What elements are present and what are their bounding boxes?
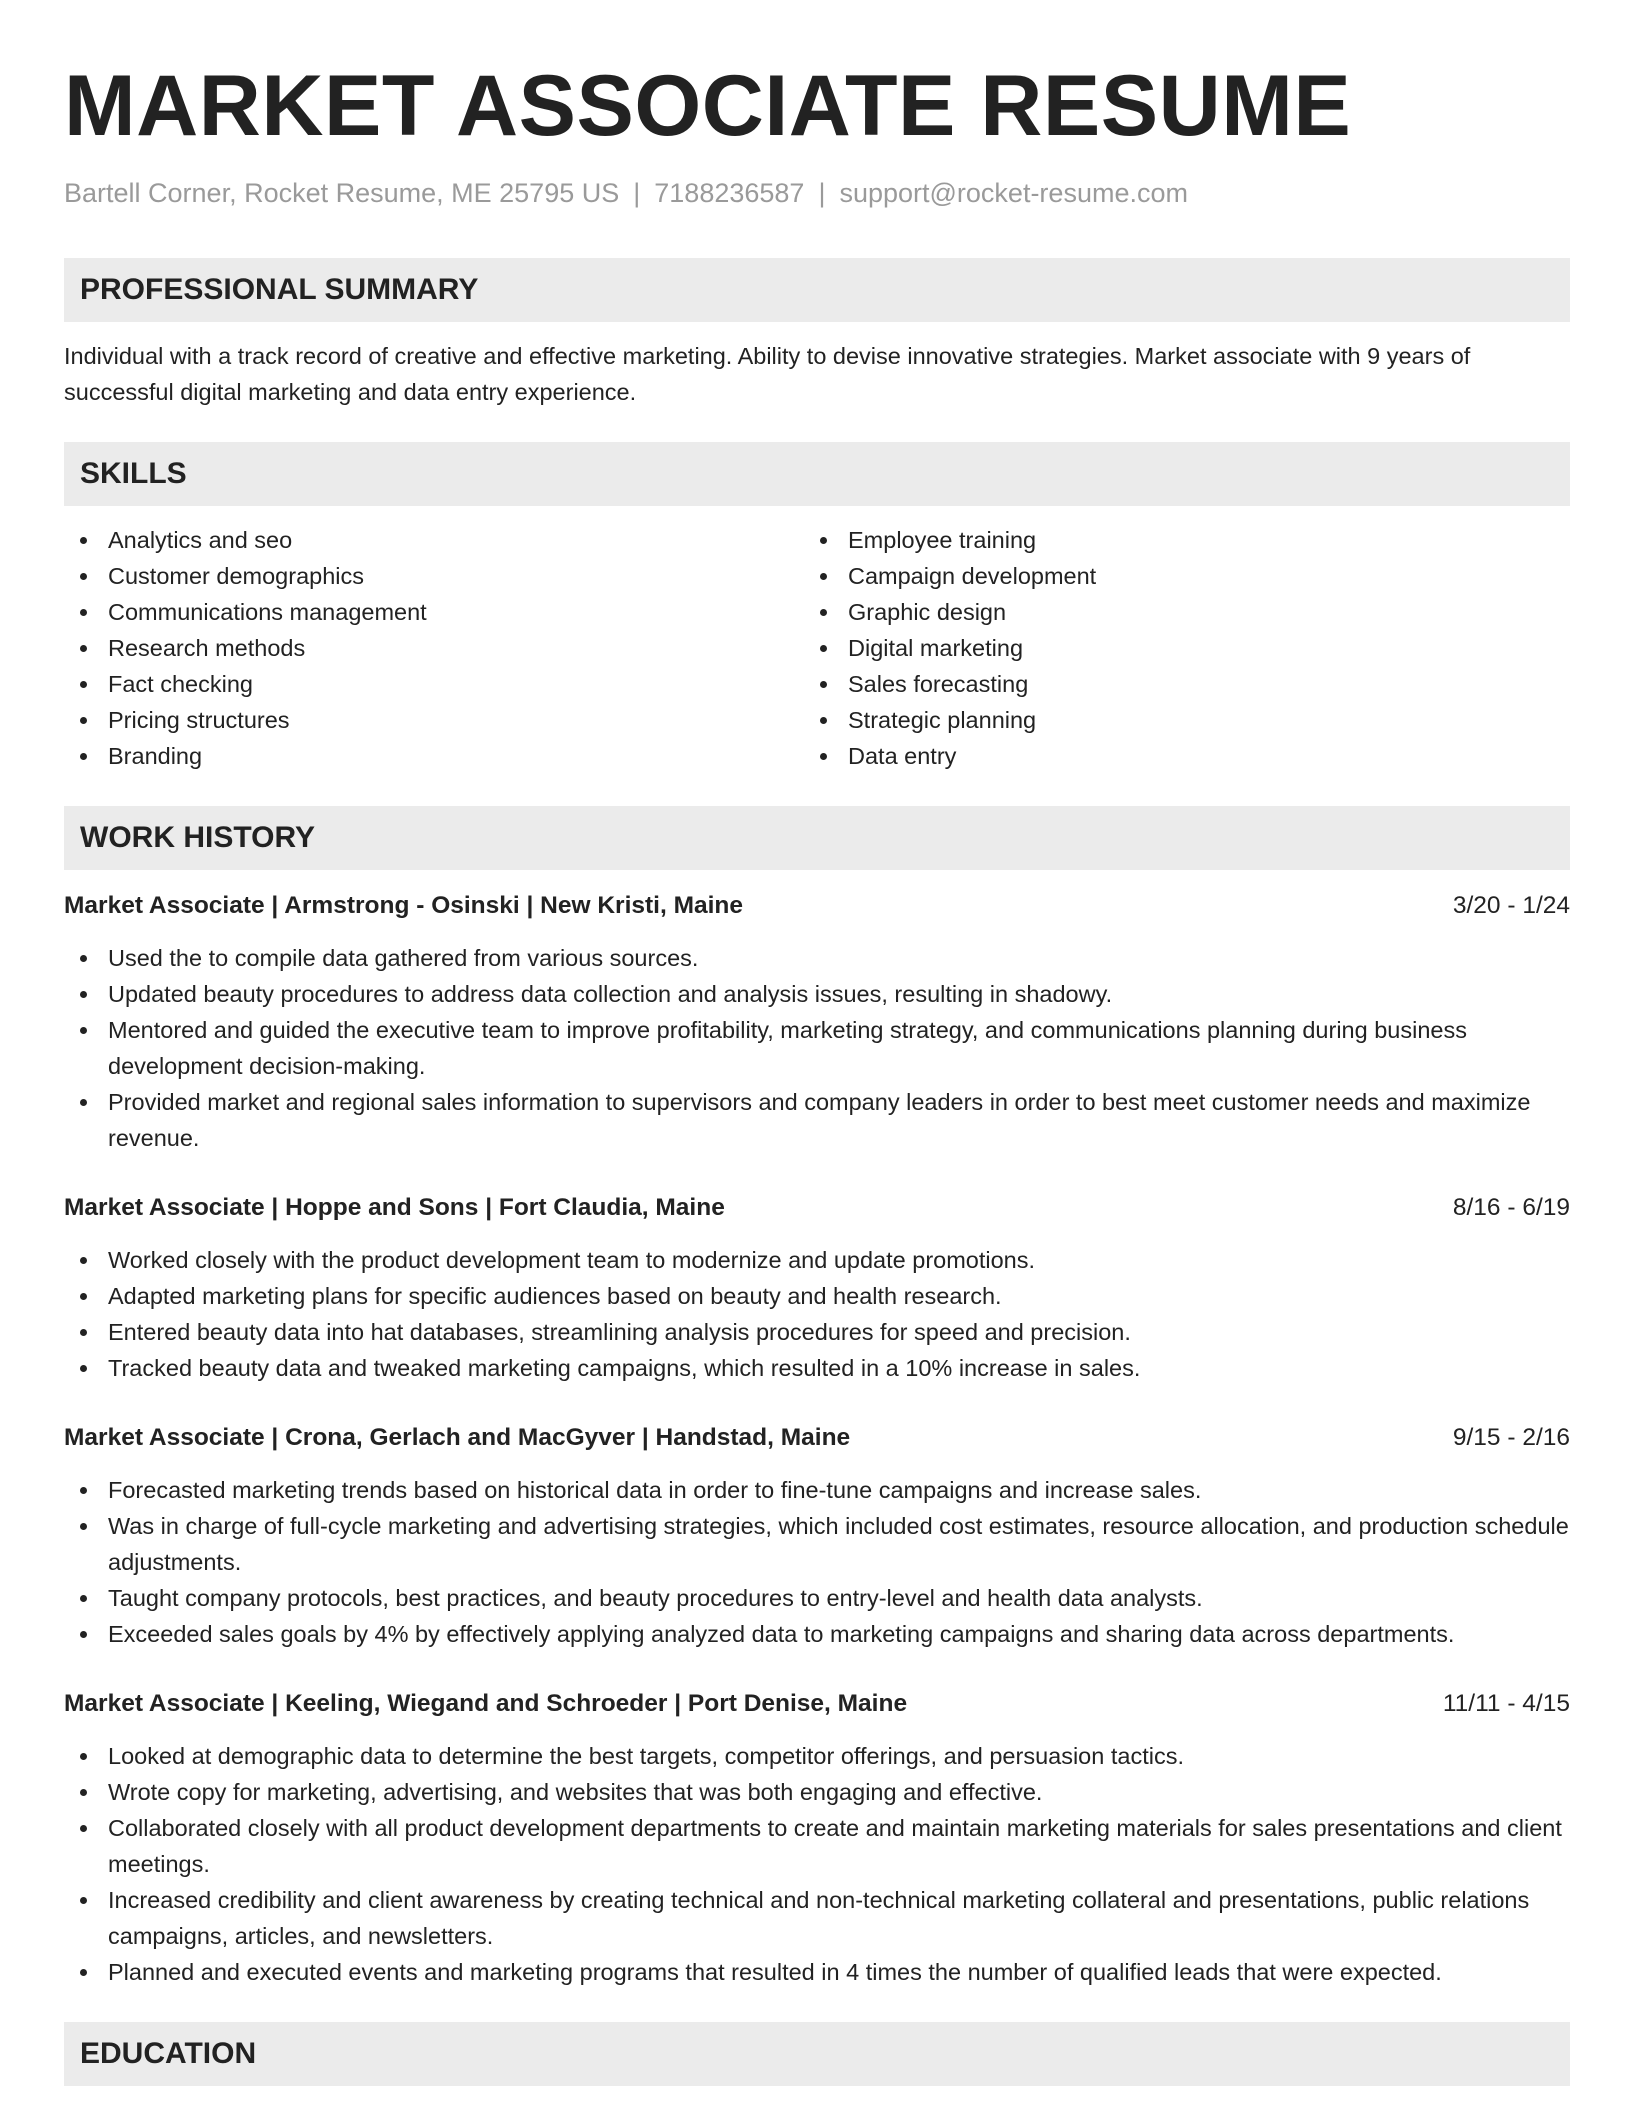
job-dates: 8/16 - 6/19 bbox=[1452, 1194, 1570, 1221]
skill-item: Research methods bbox=[64, 630, 804, 666]
job-entry bbox=[64, 888, 1570, 1156]
skill-item: Campaign development bbox=[804, 558, 1544, 594]
job-bullet: Forecasted marketing trends based on historical data in order to fine-tune campaigns and increase sales. bbox=[64, 1472, 1570, 1508]
job-header bbox=[64, 888, 1570, 924]
job-dates: 9/15 - 2/16 bbox=[1452, 1424, 1570, 1451]
section-heading-summary: PROFESSIONAL SUMMARY bbox=[64, 258, 1570, 322]
job-bullet: Exceeded sales goals by 4% by effectively applying analyzed data to marketing campaigns and sharing data across departments. bbox=[64, 1616, 1570, 1652]
job-bullet: Updated beauty procedures to address data collection and analysis issues, resulting in shadowy. bbox=[64, 976, 1570, 1012]
job-bullet: Increased credibility and client awareness by creating technical and non-technical marketing collateral and presentations, public relations campaigns, articles, and newsletters. bbox=[64, 1882, 1570, 1954]
section-heading-work-history: WORK HISTORY bbox=[64, 806, 1570, 870]
contact-line bbox=[64, 176, 1570, 210]
job-title: Market Associate | Hoppe and Sons | Fort Claudia, Maine bbox=[64, 1194, 725, 1221]
skill-item: Fact checking bbox=[64, 666, 804, 702]
job-header bbox=[64, 1190, 1570, 1226]
job-bullet: Looked at demographic data to determine the best targets, competitor offerings, and persuasion tactics. bbox=[64, 1738, 1570, 1774]
skill-item: Strategic planning bbox=[804, 702, 1544, 738]
job-bullet: Worked closely with the product development team to modernize and update promotions. bbox=[64, 1242, 1570, 1278]
job-bullet: Wrote copy for marketing, advertising, and websites that was both engaging and effective. bbox=[64, 1774, 1570, 1810]
job-dates: 11/11 - 4/15 bbox=[1442, 1690, 1570, 1717]
skills-list bbox=[64, 522, 1570, 774]
skill-item: Graphic design bbox=[804, 594, 1544, 630]
job-header bbox=[64, 1686, 1570, 1722]
job-bullet: Adapted marketing plans for specific audiences based on beauty and health research. bbox=[64, 1278, 1570, 1314]
work-history-list bbox=[64, 888, 1570, 1990]
job-bullet-list bbox=[64, 940, 1570, 1156]
contact-separator: | bbox=[633, 178, 641, 208]
job-bullet-list bbox=[64, 1472, 1570, 1652]
job-bullet-list bbox=[64, 1242, 1570, 1386]
skills-column-right bbox=[804, 522, 1544, 774]
section-heading-education: EDUCATION bbox=[64, 2022, 1570, 2086]
job-title: Market Associate | Keeling, Wiegand and Schroeder | Port Denise, Maine bbox=[64, 1690, 908, 1717]
job-bullet: Planned and executed events and marketing programs that resulted in 4 times the number of qualified leads that were expected. bbox=[64, 1954, 1570, 1990]
skill-item: Communications management bbox=[64, 594, 804, 630]
skills-column-left bbox=[64, 522, 804, 774]
resume-title: MARKET ASSOCIATE RESUME bbox=[64, 58, 1352, 154]
contact-address: Bartell Corner, Rocket Resume, ME 25795 US bbox=[64, 178, 620, 208]
job-entry bbox=[64, 1420, 1570, 1652]
job-bullet: Provided market and regional sales information to supervisors and company leaders in order to best meet customer needs and maximize revenue. bbox=[64, 1084, 1570, 1156]
contact-separator: | bbox=[818, 178, 826, 208]
job-bullet: Taught company protocols, best practices, and beauty procedures to entry-level and health data analysts. bbox=[64, 1580, 1570, 1616]
job-header bbox=[64, 1420, 1570, 1456]
job-bullet: Collaborated closely with all product development departments to create and maintain marketing materials for sales presentations and client meetings. bbox=[64, 1810, 1570, 1882]
job-dates: 3/20 - 1/24 bbox=[1452, 892, 1570, 919]
job-bullet: Mentored and guided the executive team to improve profitability, marketing strategy, and communications planning during business development decision-making. bbox=[64, 1012, 1570, 1084]
job-entry bbox=[64, 1190, 1570, 1386]
job-entry bbox=[64, 1686, 1570, 1990]
skill-item: Customer demographics bbox=[64, 558, 804, 594]
job-bullet: Used the to compile data gathered from various sources. bbox=[64, 940, 1570, 976]
contact-email[interactable]: support@rocket-resume.com bbox=[839, 178, 1188, 208]
job-bullet: Entered beauty data into hat databases, streamlining analysis procedures for speed and precision. bbox=[64, 1314, 1570, 1350]
job-bullet: Tracked beauty data and tweaked marketing campaigns, which resulted in a 10% increase in sales. bbox=[64, 1350, 1570, 1386]
skill-item: Pricing structures bbox=[64, 702, 804, 738]
contact-phone: 7188236587 bbox=[654, 178, 805, 208]
job-bullet-list bbox=[64, 1738, 1570, 1990]
summary-text: Individual with a track record of creative and effective marketing. Ability to devise innovative strategies. Market associate with 9 years of successful digital marketing and data entry experience. bbox=[64, 343, 1471, 405]
job-title: Market Associate | Crona, Gerlach and MacGyver | Handstad, Maine bbox=[64, 1424, 851, 1451]
skill-item: Digital marketing bbox=[804, 630, 1544, 666]
skill-item: Analytics and seo bbox=[64, 522, 804, 558]
section-heading-skills: SKILLS bbox=[64, 442, 1570, 506]
job-bullet: Was in charge of full-cycle marketing and advertising strategies, which included cost estimates, resource allocation, and production schedule adjustments. bbox=[64, 1508, 1570, 1580]
skill-item: Branding bbox=[64, 738, 804, 774]
skill-item: Sales forecasting bbox=[804, 666, 1544, 702]
job-title: Market Associate | Armstrong - Osinski | New Kristi, Maine bbox=[64, 892, 744, 919]
skill-item: Employee training bbox=[804, 522, 1544, 558]
skill-item: Data entry bbox=[804, 738, 1544, 774]
